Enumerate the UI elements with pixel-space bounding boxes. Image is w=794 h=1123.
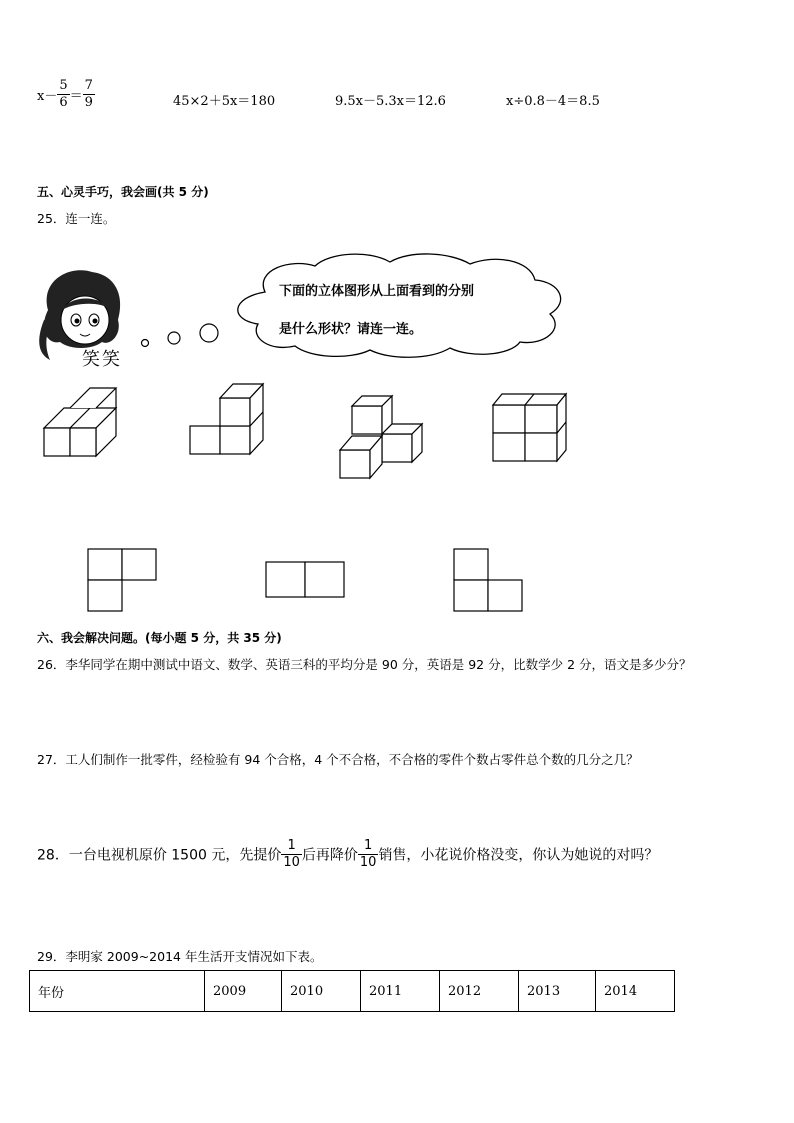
fraction-denominator: 6 [59, 95, 68, 110]
fraction-7-9 [83, 78, 95, 111]
thought-dot-large [200, 324, 218, 342]
girl-caption: 笑笑 [82, 349, 122, 370]
solid-figure-1 [44, 388, 116, 456]
fraction-1-10-a [281, 838, 302, 871]
section-5-title: 五、心灵手巧，我会画(共 5 分) [37, 185, 209, 199]
fraction-numerator: 1 [358, 838, 379, 855]
solid-figure-3 [340, 396, 422, 478]
solid-figure-4 [493, 394, 566, 461]
fraction-1-10-b [358, 838, 379, 871]
question-28 [37, 838, 658, 871]
table-cell-year: 2013 [519, 971, 596, 1012]
table-cell-year: 2014 [596, 971, 675, 1012]
question-28-part-1: 28．一台电视机原价 1500 元，先提价 [37, 847, 282, 864]
fraction-5-6 [57, 78, 69, 111]
table-row [30, 971, 675, 1012]
equation-1-lhs: x－ [37, 89, 58, 104]
table-cell-year: 2011 [361, 971, 440, 1012]
question-29: 29．李明家 2009~2014 年生活开支情况如下表。 [37, 949, 323, 964]
question-25: 25．连一连。 [37, 211, 116, 226]
fraction-numerator: 1 [281, 838, 302, 855]
top-view-shape-1 [88, 549, 156, 611]
fraction-denominator: 10 [283, 855, 300, 870]
fraction-denominator: 10 [359, 855, 377, 870]
table-header-year: 年份 [30, 971, 205, 1012]
bubble-text-line-2: 是什么形状？请连一连。 [279, 322, 423, 337]
equation-1 [37, 78, 95, 111]
equals-sign: ＝ [69, 89, 83, 104]
equation-4: x÷0.8－4＝8.5 [506, 94, 600, 109]
question-26: 26．李华同学在期中测试中语文、数学、英语三科的平均分是 90 分，英语是 92 分，比数学少 2 分，语文是多少分？ [37, 657, 692, 672]
top-view-shape-3 [454, 549, 522, 611]
solid-figure-2 [190, 384, 263, 454]
section-6-title: 六、我会解决问题。(每小题 5 分，共 35 分) [37, 631, 282, 645]
fraction-denominator: 9 [84, 95, 93, 110]
question-27: 27．工人们制作一批零件，经检验有 94 个合格，4 个不合格，不合格的零件个数占零件总个数的几分之几？ [37, 752, 639, 767]
table-cell-year: 2012 [440, 971, 519, 1012]
solid-figures [30, 380, 590, 490]
top-view-shape-2 [266, 562, 344, 597]
fraction-numerator: 7 [84, 78, 93, 93]
top-view-shapes [80, 540, 540, 620]
bubble-text-line-1: 下面的立体图形从上面看到的分别 [279, 284, 475, 299]
question-28-part-2: 后再降价 [301, 847, 358, 864]
fraction-numerator: 5 [59, 78, 68, 93]
question-28-part-3: 销售，小花说价格没变，你认为她说的对吗？ [378, 847, 659, 864]
cloud-bubble-shape [238, 254, 561, 357]
table-cell-year: 2010 [282, 971, 361, 1012]
expense-table [29, 970, 675, 1012]
thought-dot-medium [168, 332, 180, 344]
thought-dot-small [142, 340, 149, 347]
equation-2: 45×2＋5x＝180 [173, 94, 276, 109]
table-cell-year: 2009 [205, 971, 282, 1012]
equation-3: 9.5x－5.3x＝12.6 [335, 94, 446, 109]
